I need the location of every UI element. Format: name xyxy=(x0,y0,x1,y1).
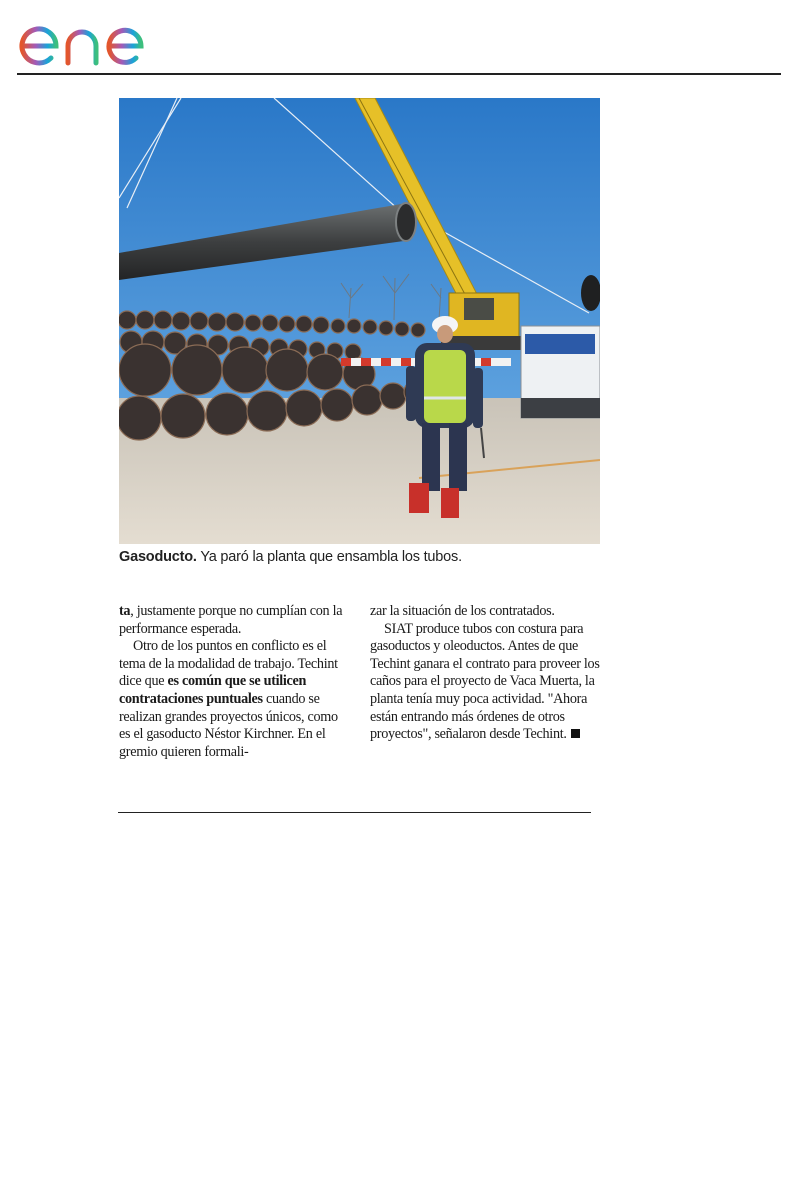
enel-logo xyxy=(16,6,176,68)
paragraph xyxy=(119,603,350,638)
header-rule xyxy=(17,73,781,75)
text-fragment: Otro de los puntos en conflicto es el tema de la modalidad de trabajo. Techint dice que xyxy=(119,638,338,690)
page-header xyxy=(0,0,800,80)
pipeline-photo xyxy=(119,98,600,544)
paragraph xyxy=(370,621,602,744)
article-column-right xyxy=(370,603,602,744)
bold-fragment: es común que se utilicen contrataciones puntuales xyxy=(119,673,307,707)
article-column-left xyxy=(119,603,350,761)
text-fragment: , justamente porque no cumplían con la performance esperada. xyxy=(119,603,343,637)
footer-rule xyxy=(118,812,591,813)
text-fragment: cuando se realizan grandes proyectos únicos, como es el gasoducto Néstor Kirchner. En el gremio quieren formali- xyxy=(119,690,338,760)
paragraph: zar la situación de los contratados. xyxy=(370,603,555,619)
paragraph xyxy=(119,638,350,761)
caption-text: Ya paró la planta que ensambla los tubos. xyxy=(196,549,462,565)
text-fragment: SIAT produce tubos con costura para gasoductos y oleoductos. Antes de que Techint ganara el contrato para proveer los caños para el proyecto de Vaca Muerta, la planta tenía muy poca actividad. "Ahora están entrando más órdenes de otros proyectos", señalaron desde Techint. xyxy=(370,620,600,743)
bold-fragment: ta xyxy=(119,603,131,619)
end-of-article-square-icon xyxy=(571,729,580,738)
caption-lead: Gasoducto. xyxy=(119,549,197,565)
photo-caption xyxy=(119,549,619,565)
